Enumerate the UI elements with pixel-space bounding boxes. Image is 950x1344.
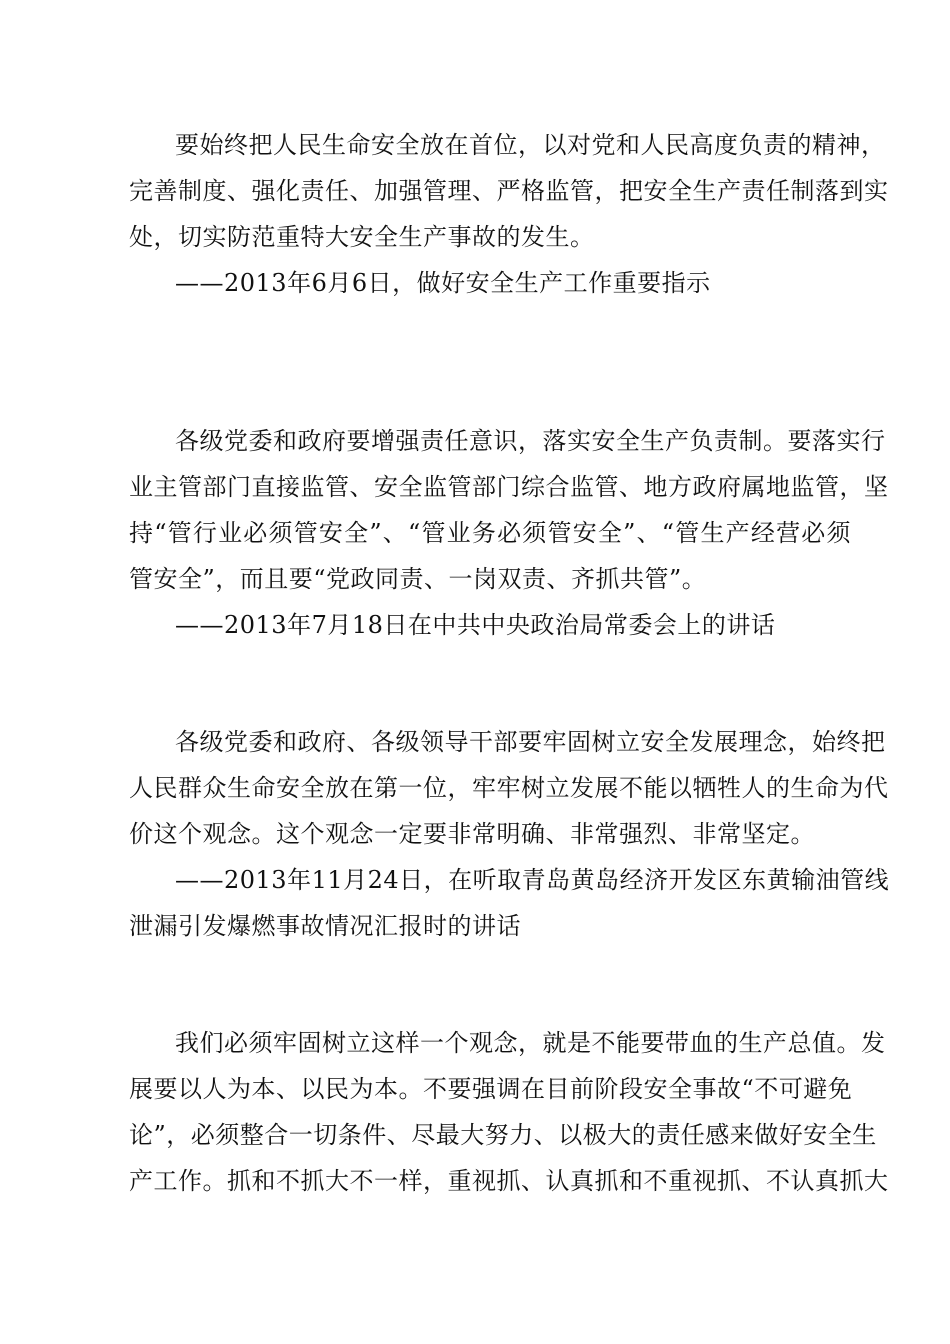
paragraph-line: 价这个观念。这个观念一定要非常明确、非常强烈、非常坚定。 <box>129 820 815 848</box>
quote-section-3 <box>129 719 890 949</box>
paragraph-line: 我们必须牢固树立这样一个观念，就是不能要带血的生产总值。发 <box>175 1029 886 1057</box>
paragraph-line: 产工作。抓和不抓大不一样，重视抓、认真抓和不重视抓、不认真抓大 <box>129 1167 889 1195</box>
source-line: 泄漏引发爆燃事故情况汇报时的讲话 <box>129 912 521 940</box>
paragraph-line: 要始终把人民生命安全放在首位，以对党和人民高度负责的精神， <box>175 131 886 159</box>
paragraph-line: 论”，必须整合一切条件、尽最大努力、以极大的责任感来做好安全生 <box>129 1121 877 1149</box>
paragraph-line: 持“管行业必须管安全”、“管业务必须管安全”、“管生产经营必须 <box>129 519 851 547</box>
paragraph-line: 管安全”，而且要“党政同责、一岗双责、齐抓共管”。 <box>129 565 707 593</box>
paragraph-line: 展要以人为本、以民为本。不要强调在目前阶段安全事故“不可避免 <box>129 1075 853 1103</box>
source-line: ——2013年11月24日，在听取青岛黄岛经济开发区东黄输油管线 <box>175 866 890 894</box>
source-line: ——2013年7月18日在中共中央政治局常委会上的讲话 <box>175 611 776 639</box>
paragraph-line: 各级党委和政府要增强责任意识，落实安全生产负责制。要落实行 <box>175 427 886 455</box>
paragraph-line: 业主管部门直接监管、安全监管部门综合监管、地方政府属地监管，坚 <box>129 473 889 501</box>
quote-section-1 <box>129 122 889 306</box>
paragraph-line: 处，切实防范重特大安全生产事故的发生。 <box>129 223 595 251</box>
paragraph-line: 各级党委和政府、各级领导干部要牢固树立安全发展理念，始终把 <box>175 728 886 756</box>
paragraph-line: 完善制度、强化责任、加强管理、严格监管，把安全生产责任制落到实 <box>129 177 889 205</box>
paragraph-line: 人民群众生命安全放在第一位，牢牢树立发展不能以牺牲人的生命为代 <box>129 774 889 802</box>
source-line: ——2013年6月6日，做好安全生产工作重要指示 <box>175 269 711 297</box>
quote-section-2 <box>129 418 889 648</box>
quote-section-4 <box>129 1020 889 1204</box>
